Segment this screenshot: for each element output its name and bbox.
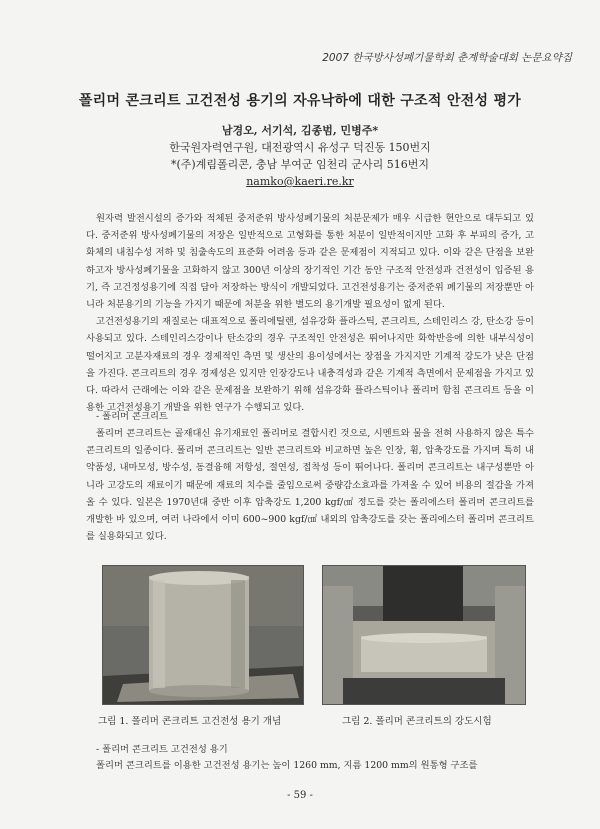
- section-heading-polymer-concrete: - 폴리머 콘크리트: [96, 411, 168, 422]
- author-block: [0, 122, 600, 190]
- author-names: 남경오, 서기석, 김종범, 민병주*: [221, 124, 379, 137]
- paper-title: 폴리머 콘크리트 고건전성 용기의 자유낙하에 대한 구조적 안전성 평가: [78, 93, 522, 109]
- intro-paragraph-1: 원자력 발전시설의 증가와 적체된 중저준위 방사성폐기물의 처분문제가 매우 시급한 현안으로 대두되고 있다. 중저준위 방사성폐기물의 저장은 일반적으로 고형화를 통한 처분이 일반적이지만 고화 후 부피의 증가, 고화체의 내침수성 저하 및 침출속도의 표준화 어려움 등과 같은 문제점이 지적되고 있다. 이와 같은 단점을 보완하고자 방사성폐기물을 고화하지 않고 300년 이상의 장기적인 기간 동안 구조적 안전성과 건전성이 입증된 용기, 즉 고건정성용기에 직접 담아 저장하는 방식이 개발되었다. 고건전성용기는 중저준위 폐기물의 저장뿐만 아니라 처분용기의 기능을 가지기 때문에 처분을 위한 별도의 용기개발 필요성이 없게 된다.: [86, 213, 534, 311]
- container-photo-graphic: [103, 566, 303, 704]
- section-paragraph-1: 폴리머 콘크리트는 골재대신 유기재료인 폴리머로 결합시킨 것으로, 시멘트와 물을 전혀 사용하지 않은 특수 콘크리트의 일종이다. 폴리머 콘크리트는 일반 콘크리트와 비교하면 높은 인장, 휨, 압축강도를 가지며 특히 내약품성, 내마모성, 방수성, 동결융해 저항성, 절연성, 접착성 등이 뛰어나다. 폴리머 콘크리트는 내구성뿐만 아니라 고강도의 재료이기 때문에 재료의 치수를 줄임으로써 중량감소효과를 가져올 수 있어 비용의 절감을 가져올 수 있다. 일본은 1970년대 중반 이후 압축강도 1,200 kgf/㎠ 정도를 갖는 폴리에스터 폴리머 콘크리트를 개발한 바 있으며, 여러 나라에서 이미 600~900 kgf/㎠ 내외의 압축강도를 갖는 폴리에스터 폴리머 콘크리트를 실용화되고 있다.: [86, 428, 534, 543]
- strength-test-photo-graphic: [323, 566, 525, 704]
- figure-2-caption: 그림 2. 폴리머 콘크리트의 강도시험: [342, 716, 492, 727]
- intro-text: [86, 210, 534, 416]
- section-container-text: [86, 757, 534, 774]
- page-number: - 59 -: [287, 790, 313, 801]
- running-header: 2007 한국방사성폐기물학회 춘계학술대회 논문요약집: [322, 52, 572, 64]
- section-paragraph-2: 폴리머 콘크리트를 이용한 고건전성 용기는 높이 1260 mm, 지름 1200 mm의 원통형 구조를: [96, 760, 478, 771]
- figure-1-photo: [102, 565, 304, 705]
- author-email[interactable]: namko@kaeri.re.kr: [246, 175, 354, 188]
- figure-1-caption: 그림 1. 폴리머 콘크리트 고건전성 용기 개념: [98, 716, 282, 727]
- figure-2-photo: [322, 565, 526, 705]
- section-polymer-concrete-text: [86, 425, 534, 545]
- section-heading-container: - 폴리머 콘크리트 고건전성 용기: [96, 744, 228, 755]
- affiliation-1: 한국원자력연구원, 대전광역시 유성구 덕진동 150번지: [169, 141, 431, 154]
- affiliation-2: *(주)계림폴리콘, 충남 부여군 임천리 군사리 516번지: [171, 158, 429, 171]
- intro-paragraph-2: 고건전성용기의 재질로는 대표적으로 폴리에틸렌, 섬유강화 플라스틱, 콘크리트, 스테인리스 강, 탄소강 등이 사용되고 있다. 스테인리스강이나 탄소강의 경우 구조적인 안전성은 뛰어나지만 화학반응에 의한 내부식성이 떨어지고 고분자재료의 경우 경제적인 측면 및 생산의 용이성에서는 장점을 가지지만 기계적 강도가 낮은 단점을 가진다. 콘크리트의 경우 경제성은 있지만 인장강도나 내충격성과 같은 기계적 측면에서 문제점을 가지고 있다. 따라서 근래에는 이와 같은 문제점을 보완하기 위해 섬유강화 플라스틱이나 폴리머 함침 콘크리트 등을 이용한 고건전성용기 개발을 위한 연구가 수행되고 있다.: [86, 316, 534, 414]
